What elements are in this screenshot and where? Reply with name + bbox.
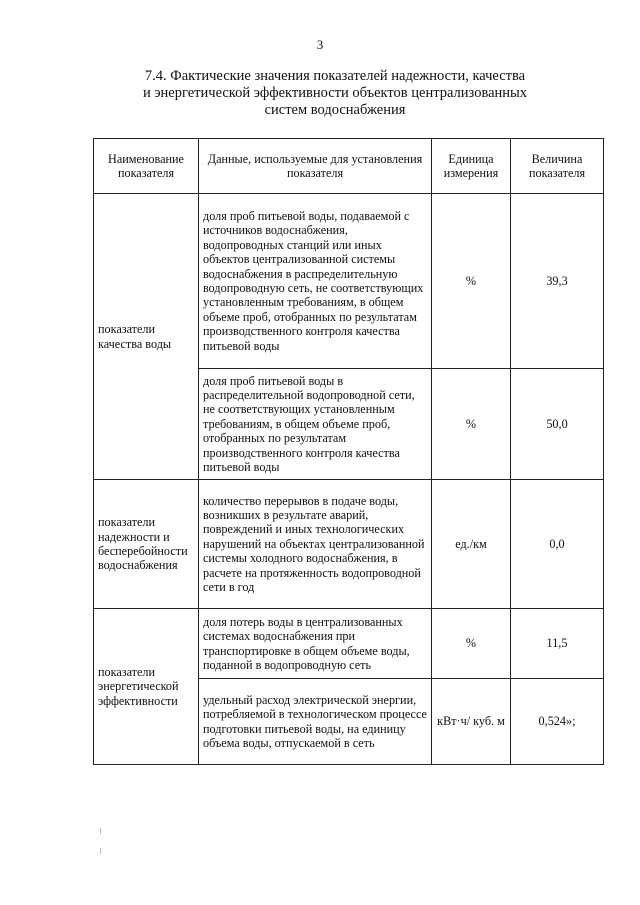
- group-name-water-quality: показатели качества воды: [94, 194, 199, 480]
- table-row: [94, 609, 604, 679]
- row-description: удельный расход электрической энергии, потребляемой в технологическом процессе подготовки питьевой воды, на единицу объема воды, отпускаемой в сеть: [199, 679, 432, 765]
- group-name-energy-efficiency: показатели энергетической эффективности: [94, 609, 199, 765]
- scan-margin-mark: [100, 848, 101, 854]
- row-unit: кВт·ч/ куб. м: [432, 679, 511, 765]
- indicators-table: [93, 138, 604, 765]
- row-description: доля потерь воды в централизованных системах водоснабжения при транспортировке в общем объеме воды, поданной в водопроводную сеть: [199, 609, 432, 679]
- header-value: Величина показателя: [511, 139, 604, 194]
- row-description: доля проб питьевой воды, подаваемой с источников водоснабжения, водопроводных станций или иных объектов централизованной системы водоснабжения в распределительную водопроводную сеть, не соответствующих установленным требованиям, в общем объеме проб, отобранных по результатам производственного контроля качества питьевой воды: [199, 194, 432, 369]
- row-unit: %: [432, 194, 511, 369]
- title-line-3: систем водоснабжения: [264, 102, 406, 118]
- table-row: [94, 480, 604, 609]
- scan-margin-mark: [100, 828, 101, 834]
- title-line-1: 7.4. Фактические значения показателей надежности, качества: [144, 68, 526, 84]
- row-value: 39,3: [511, 194, 604, 369]
- row-unit: %: [432, 369, 511, 480]
- group-name-reliability: показатели надежности и бесперебойности водоснабжения: [94, 480, 199, 609]
- row-unit: ед./км: [432, 480, 511, 609]
- table-row: [94, 194, 604, 369]
- header-data-used: Данные, используемые для установления показателя: [199, 139, 432, 194]
- row-description: доля проб питьевой воды в распределительной водопроводной сети, не соответствующих установленным требованиям, в общем объеме проб, отобранных по результатам производственного контроля качества питьевой воды: [199, 369, 432, 480]
- row-value: 50,0: [511, 369, 604, 480]
- page-number: 3: [316, 37, 324, 52]
- header-unit: Единица измерения: [432, 139, 511, 194]
- row-description: количество перерывов в подаче воды, возникших в результате аварий, повреждений и иных технологических нарушений на объектах централизованной системы холодного водоснабжения, в расчете на протяженность водопроводной сети в год: [199, 480, 432, 609]
- row-value: 0,0: [511, 480, 604, 609]
- title-line-2: и энергетической эффективности объектов централизованных: [142, 85, 528, 101]
- row-value: 11,5: [511, 609, 604, 679]
- header-indicator-name: Наименование показателя: [94, 139, 199, 194]
- section-title: [110, 68, 560, 119]
- row-unit: %: [432, 609, 511, 679]
- table-header-row: [94, 139, 604, 194]
- row-value: 0,524»;: [511, 679, 604, 765]
